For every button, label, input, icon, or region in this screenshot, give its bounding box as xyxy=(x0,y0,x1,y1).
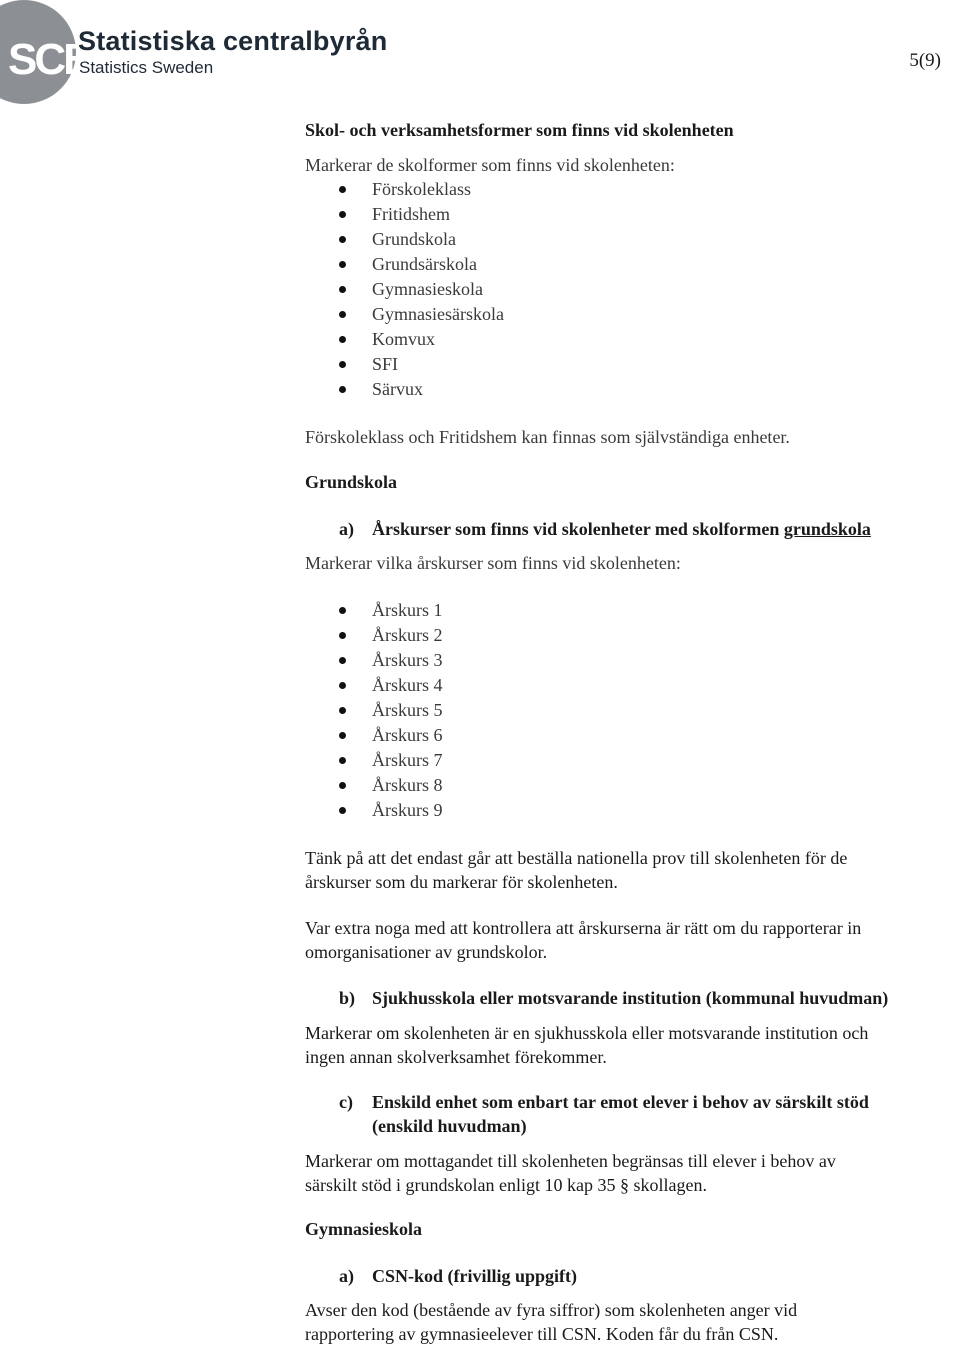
item-marker-a: a) xyxy=(339,519,354,539)
text-line: Markerar om skolenheten är en sjukhusskola eller motsvarande institution och xyxy=(305,1023,869,1043)
logo-monogram: SCB xyxy=(8,35,92,84)
list-item: Årskurs 3 xyxy=(305,648,443,673)
org-name: Statistiska centralbyrån xyxy=(78,26,388,56)
forms-note: Förskoleklass och Fritidshem kan finnas som självständiga enheter. xyxy=(305,427,790,447)
text-line: Enskild enhet som enbart tar emot elever i behov av särskilt stöd xyxy=(372,1092,869,1112)
gymnasieskola-heading: Gymnasieskola xyxy=(305,1219,423,1239)
list-item: Fritidshem xyxy=(305,202,504,227)
hospital-school-text xyxy=(305,1021,955,1069)
hospital-school-subheading: Sjukhusskola eller motsvarande institution (kommunal huvudman) xyxy=(372,988,889,1008)
list-item: Årskurs 9 xyxy=(305,798,443,823)
list-item: Årskurs 2 xyxy=(305,623,443,648)
grades-subheading xyxy=(372,517,871,541)
text-line: rapportering av gymnasieelever till CSN. Koden får du från CSN. xyxy=(305,1324,779,1344)
csn-code-text xyxy=(305,1298,955,1346)
list-item: Förskoleklass xyxy=(305,177,504,202)
scb-logo-mark xyxy=(0,0,92,110)
text-line: årskurser som du markerar för skolenheten. xyxy=(305,872,618,892)
csn-code-subheading: CSN-kod (frivillig uppgift) xyxy=(372,1266,578,1286)
scb-logo xyxy=(0,0,420,110)
item-marker-c: c) xyxy=(339,1092,353,1112)
list-item: Årskurs 1 xyxy=(305,598,443,623)
list-item: Grundskola xyxy=(305,227,504,252)
list-item: Gymnasieskola xyxy=(305,277,504,302)
section-heading-forms: Skol- och verksamhetsformer som finns vid skolenheten xyxy=(305,120,734,140)
grade-list xyxy=(305,598,443,823)
grades-subheading-text: Årskurser som finns vid skolenheter med skolformen xyxy=(372,519,784,539)
text-line: Avser den kod (bestående av fyra siffror) som skolenheten anger vid xyxy=(305,1300,798,1320)
list-item: Särvux xyxy=(305,377,504,402)
text-line: ingen annan skolverksamhet förekommer. xyxy=(305,1047,607,1067)
list-item: Årskurs 8 xyxy=(305,773,443,798)
national-test-note xyxy=(305,846,955,894)
list-item: Årskurs 7 xyxy=(305,748,443,773)
grundskola-underlined: grundskola xyxy=(783,519,871,539)
grundskola-heading: Grundskola xyxy=(305,472,398,492)
list-item: Gymnasiesärskola xyxy=(305,302,504,327)
forms-intro: Markerar de skolformer som finns vid skolenheten: xyxy=(305,155,675,175)
list-item: Årskurs 6 xyxy=(305,723,443,748)
list-item: Grundsärskola xyxy=(305,252,504,277)
school-form-list xyxy=(305,177,504,402)
special-support-subheading xyxy=(372,1090,869,1138)
text-line: Tänk på att det endast går att beställa nationella prov till skolenheten för de xyxy=(305,848,848,868)
list-item: SFI xyxy=(305,352,504,377)
list-item: Årskurs 4 xyxy=(305,673,443,698)
list-item: Komvux xyxy=(305,327,504,352)
text-line: särskilt stöd i grundskolan enligt 10 kap 35 § skollagen. xyxy=(305,1175,707,1195)
text-line: omorganisationer av grundskolor. xyxy=(305,942,548,962)
reorganisation-note xyxy=(305,916,955,964)
text-line: (enskild huvudman) xyxy=(372,1116,527,1136)
org-name-en: Statistics Sweden xyxy=(79,58,214,77)
text-line: Markerar om mottagandet till skolenheten begränsas till elever i behov av xyxy=(305,1151,836,1171)
special-support-text xyxy=(305,1149,955,1197)
text-line: Var extra noga med att kontrollera att årskurserna är rätt om du rapporterar in xyxy=(305,918,862,938)
grades-intro: Markerar vilka årskurser som finns vid skolenheten: xyxy=(305,553,681,573)
item-marker-b: b) xyxy=(339,988,356,1008)
list-item: Årskurs 5 xyxy=(305,698,443,723)
page-number: 5(9) xyxy=(909,50,941,71)
item-marker-a: a) xyxy=(339,1266,354,1286)
